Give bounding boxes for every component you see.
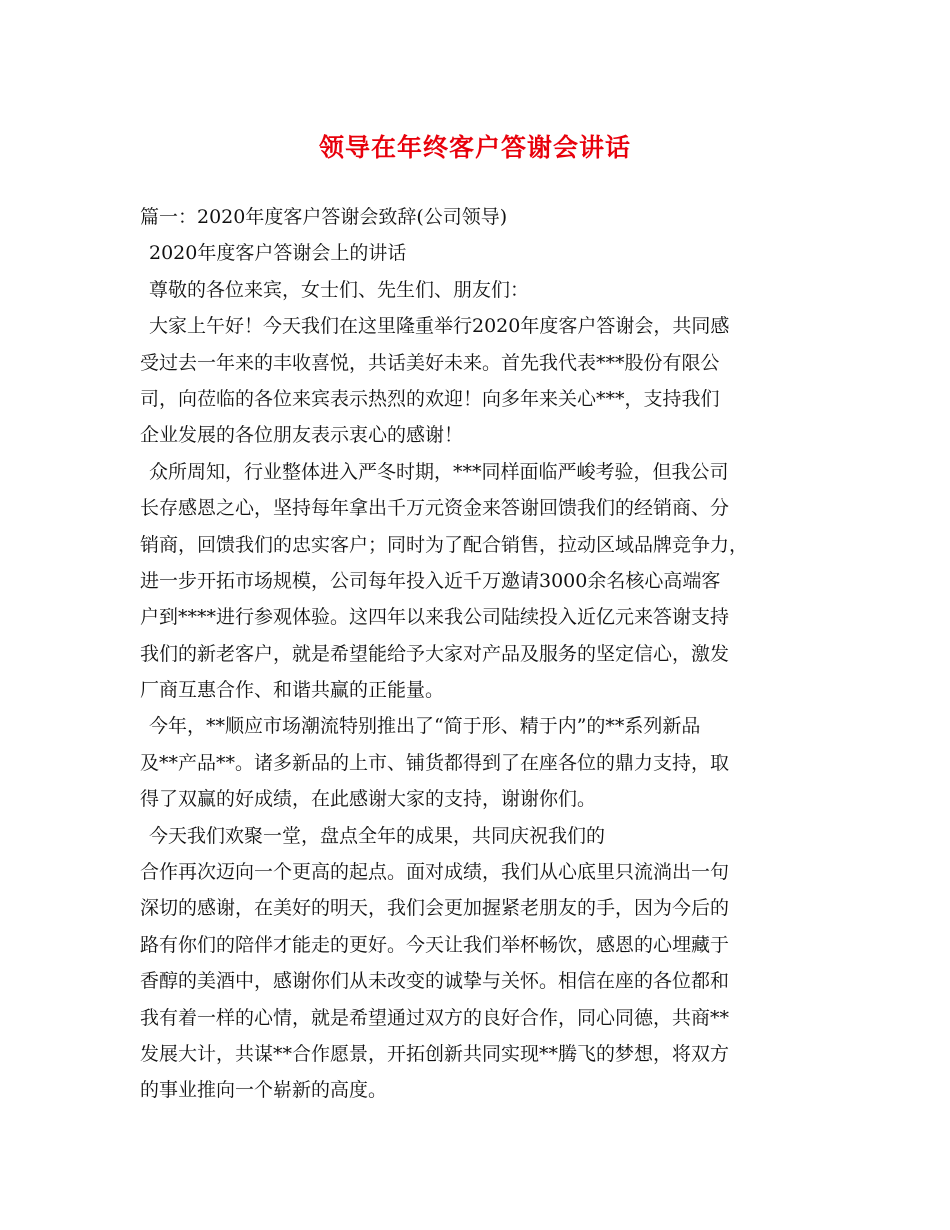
text-line: 厂商互惠合作、和谐共赢的正能量。: [140, 679, 445, 702]
text-line: 企业发展的各位朋友表示衷心的感谢！: [140, 424, 464, 447]
text-line: 长存感恩之心，坚持每年拿出千万元资金来答谢回馈我们的经销商、分: [140, 497, 730, 520]
section-heading: 篇一：2020年度客户答谢会致辞(公司领导): [140, 206, 508, 228]
text-line: 香醇的美酒中，感谢你们从未改变的诚挚与关怀。相信在座的各位都和: [140, 970, 730, 993]
salutation: 尊敬的各位来宾，女士们、先生们、朋友们：: [149, 278, 530, 301]
text-line: 合作再次迈向一个更高的起点。面对成绩，我们从心底里只流淌出一句: [140, 861, 730, 884]
text-line: 销商，回馈我们的忠实客户；同时为了配合销售，拉动区域品牌竞争力，: [140, 533, 749, 556]
text-line: 发展大计，共谋**合作愿景，开拓创新共同实现**腾飞的梦想，将双方: [140, 1042, 730, 1065]
speech-title: 2020年度客户答谢会上的讲话: [149, 242, 407, 265]
document-title: 领导在年终客户答谢会讲话: [318, 133, 631, 162]
text-line: 的事业推向一个崭新的高度。: [140, 1079, 388, 1102]
text-line: 得了双赢的好成绩，在此感谢大家的支持，谢谢你们。: [140, 788, 597, 811]
text-line: 大家上午好！今天我们在这里隆重举行2020年度客户答谢会，共同感: [149, 315, 730, 338]
text-line: 路有你们的陪伴才能走的更好。今天让我们举杯畅饮，感恩的心埋藏于: [140, 933, 730, 956]
text-line: 户到****进行参观体验。这四年以来我公司陆续投入近亿元来答谢支持: [140, 606, 730, 629]
text-line: 我们的新老客户，就是希望能给予大家对产品及服务的坚定信心，激发: [140, 642, 730, 665]
text-line: 我有着一样的心情，就是希望通过双方的良好合作，同心同德，共商**: [140, 1006, 730, 1029]
document-body: [140, 199, 820, 1109]
text-line: 今天我们欢聚一堂，盘点全年的成果，共同庆祝我们的: [149, 824, 606, 847]
text-line: 及**产品**。诸多新品的上市、铺货都得到了在座各位的鼎力支持，取: [140, 751, 730, 774]
text-line: 司，向莅临的各位来宾表示热烈的欢迎！向多年来关心***，支持我们: [140, 387, 720, 410]
text-line: 进一步开拓市场规模，公司每年投入近千万邀请3000余名核心高端客: [140, 569, 721, 592]
text-line: 深切的感谢，在美好的明天，我们会更加握紧老朋友的手，因为今后的: [140, 897, 730, 920]
text-line: 受过去一年来的丰收喜悦，共话美好未来。首先我代表***股份有限公: [140, 351, 720, 374]
text-line: 众所周知，行业整体进入严冬时期，***同样面临严峻考验，但我公司: [149, 460, 729, 483]
text-line: 今年，**顺应市场潮流特别推出了“简于形、精于内”的**系列新品: [149, 715, 701, 738]
